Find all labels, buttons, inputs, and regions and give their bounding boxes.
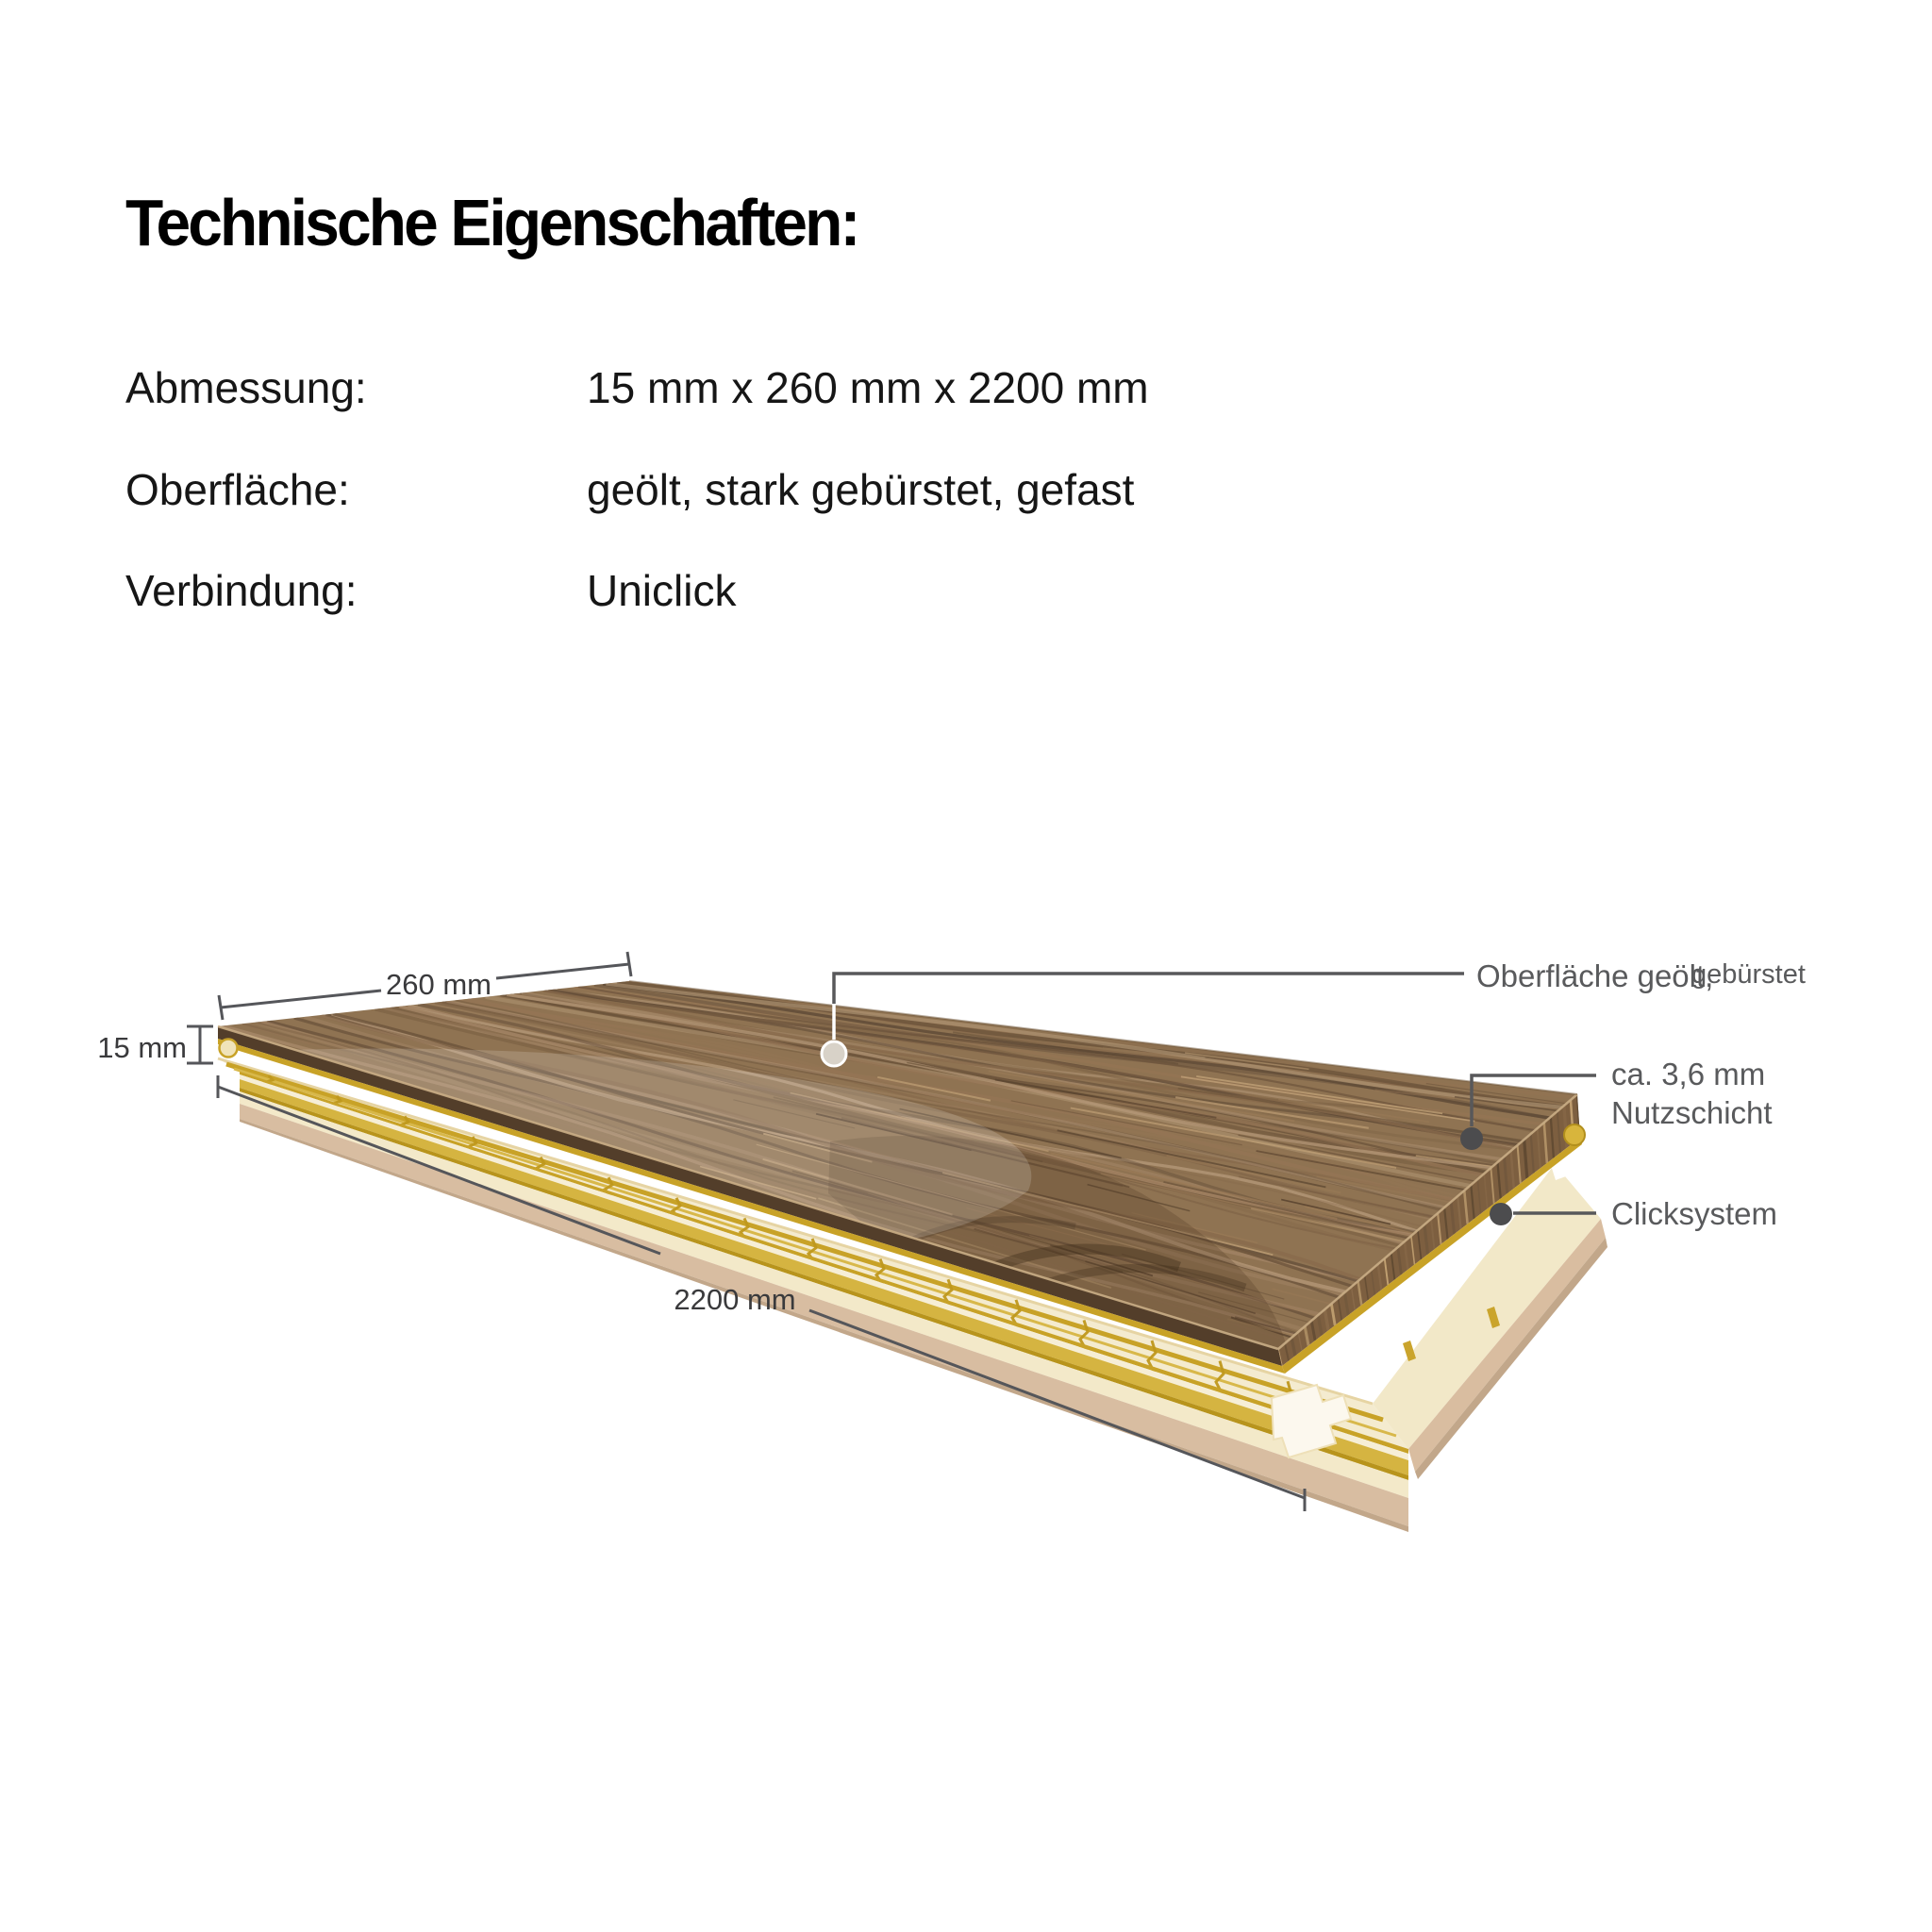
dim-length-label: 2200 mm (674, 1283, 796, 1316)
dim-width-label: 260 mm (386, 968, 491, 1001)
annotation-surface-small: gebürstet (1691, 959, 1806, 990)
click-tongue-right (1564, 1124, 1585, 1145)
annotation-wear-line2: Nutzschicht (1611, 1095, 1773, 1130)
surface-marker-dot (822, 1041, 846, 1066)
click-tongue-left (220, 1040, 238, 1058)
spec-label: Oberfläche: (125, 465, 350, 514)
click-marker-dot (1490, 1203, 1512, 1225)
spec-value: geölt, stark gebürstet, gefast (587, 465, 1135, 514)
spec-label: Verbindung: (125, 566, 358, 615)
page-title: Technische Eigenschaften: (125, 186, 858, 259)
dim-thickness-label: 15 mm (97, 1031, 187, 1064)
annotation-click: Clicksystem (1611, 1196, 1778, 1231)
spec-value: 15 mm x 260 mm x 2200 mm (587, 363, 1149, 412)
wear-layer-marker-dot (1460, 1127, 1483, 1150)
annotation-wear-line1: ca. 3,6 mm (1611, 1057, 1766, 1091)
annotation-surface: Oberfläche geölt, (1476, 958, 1714, 993)
spec-label: Abmessung: (125, 363, 367, 412)
spec-value: Uniclick (587, 566, 737, 615)
